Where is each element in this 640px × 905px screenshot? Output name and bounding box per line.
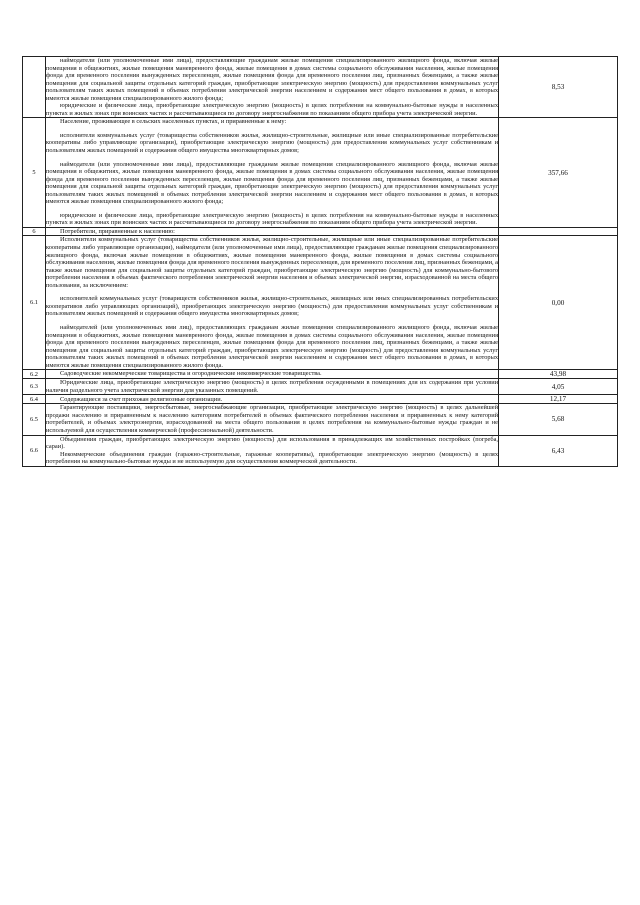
table-row (23, 57, 618, 118)
row-description (46, 236, 499, 370)
row-number: 6.1 (23, 236, 46, 370)
row-description (46, 118, 499, 228)
description-paragraph: Гарантирующие поставщики, энергосбытовые, энергоснабжающие организации, приобретающие электрическую энергию (мощность) в целях дальнейшей продажи населению и приравненным к населению категориям потребителей в объемах фактического потребления населения и приравненных к нему категорий потребителей, и объемах электроэнергии, израсходованной на места общего пользования в целях потребления на коммунально-бытовые нужды граждан и не используемой для осуществления коммерческой (профессиональной) деятельности. (46, 404, 498, 434)
tariff-table (22, 56, 618, 467)
description-paragraph: Юридические лица, приобретающие электрическую энергию (мощность) в целях потребления осужденными в помещениях для их содержания при условии наличия раздельного учета электрической энергии для указанных помещений. (46, 379, 498, 394)
row-number: 6.5 (23, 404, 46, 435)
tariff-value: 43,98 (499, 370, 618, 379)
row-description (46, 395, 499, 404)
description-paragraph: Садоводческие некоммерческие товарищества и огороднические некоммерческие товарищества. (60, 370, 322, 378)
row-description (46, 379, 499, 395)
table-row (23, 118, 618, 228)
table-row (23, 435, 618, 466)
table-row (23, 379, 618, 395)
row-number: 6.3 (23, 379, 46, 395)
description-paragraph: наймодатели (или уполномоченные ими лица), предоставляющие гражданам жилые помещения специализированного жилищного фонда, включая жилые помещения в общежитиях, жилые помещения маневренного фонда, жилые помещения в домах системы социального обслуживания населения, жилые помещения фонда для временного поселения вынужденных переселенцев, жилые помещения фонда для временного поселения лиц, признанных беженцами, а также жилые помещения для социальной защиты отдельных категорий граждан, приобретающие электрическую энергию (мощность) для предоставления коммунальных услуг пользователям таких жилых помещений в объемах потребления электрической энергии населением и содержания мест общего пользования в домах, в которых имеются жилые помещения специализированного жилого фонда; (46, 57, 498, 102)
tariff-value: 357,66 (499, 118, 618, 228)
row-number: 6.4 (23, 395, 46, 404)
description-paragraph: юридические и физические лица, приобретающие электрическую энергию (мощность) в целях потребления на коммунально-бытовые нужды в населенных пунктах и жилых зонах при воинских частях и рассчитывающиеся по договору энергоснабжения по показаниям общего прибора учета электрической энергии. (46, 211, 498, 227)
row-number: 6.6 (23, 435, 46, 466)
row-description (46, 435, 499, 466)
row-description (46, 370, 499, 379)
description-paragraph: Население, проживающее в сельских населенных пунктах, и приравненные к нему: (60, 118, 287, 126)
tariff-value (499, 227, 618, 236)
tariff-value: 8,53 (499, 57, 618, 118)
description-paragraph: Содержащиеся за счет прихожан религиозные организации. (60, 395, 223, 403)
row-description (46, 404, 499, 435)
description-paragraph: юридические и физические лица, приобретающие электрическую энергию (мощность) в целях потребления на коммунально-бытовые нужды в населенных пунктах и жилых зонах при воинских частях и рассчитывающиеся по договору энергоснабжения по показаниям общего прибора учета электрической энергии. (46, 102, 498, 117)
table-row (23, 404, 618, 435)
description-paragraph: наймодателей (или уполномоченных ими лиц), предоставляющих гражданам жилые помещения специализированного жилищного фонда, включая жилые помещения в общежитиях, жилые помещения маневренного фонда, жилые помещения в домах системы социального обслуживания населения, жилые помещения фонда для временного поселения вынужденных переселенцев, жилые помещения фонда для временного поселения лиц, признанных беженцами, а также жилые помещения для социальной защиты отдельных категорий граждан, приобретающих электрическую энергию (мощность) для предоставления коммунальных услуг пользователям таких жилых помещений в объемах потребления электрической энергии населением и содержания мест общего пользования в домах, в которых имеются жилые помещения специализированного жилого фонда. (46, 323, 498, 369)
tariff-table-body (23, 57, 618, 467)
table-row (23, 370, 618, 379)
tariff-value: 4,05 (499, 379, 618, 395)
tariff-value: 6,43 (499, 435, 618, 466)
description-paragraph: Объединения граждан, приобретающих электрическую энергию (мощность) для использования в принадлежащих им хозяйственных постройках (погреба, сараи). (46, 435, 498, 451)
description-paragraph: наймодатели (или уполномоченные ими лица), предоставляющие гражданам жилые помещения специализированного жилищного фонда, включая жилые помещения в общежитиях, жилые помещения маневренного фонда, жилые помещения в домах системы социального обслуживания населения, жилые помещения фонда для временного поселения вынужденных переселенцев, жилые помещения фонда для временного поселения лиц, признанных беженцами, а также жилые помещения для социальной защиты отдельных категорий граждан, приобретающие электрическую энергию (мощность) для предоставления коммунальных услуг пользователям таких жилых помещений в объемах потребления электрической энергии населением и содержания мест общего пользования в домах, в которых имеются жилые помещения специализированного жилого фонда; (46, 160, 498, 206)
description-paragraph: исполнители коммунальных услуг (товарищества собственников жилья, жилищно-строительные, жилищные или иные специализированные потребительские кооперативы либо управляющие организации), приобретающие электрическую энергию (мощность) для предоставления коммунальных услуг собственникам и пользователям жилых помещений и содержания общего имущества многоквартирных домов; (46, 131, 498, 155)
description-paragraph: Некоммерческие объединения граждан (гаражно-строительные, гаражные кооперативы), приобретающие электрическую энергию (мощность) в целях потребления на коммунально-бытовые нужды и не используемую для осуществления коммерческой деятельности. (46, 450, 498, 466)
row-number: 6.2 (23, 370, 46, 379)
row-description (46, 57, 499, 118)
row-number (23, 57, 46, 118)
tariff-value: 12,17 (499, 395, 618, 404)
table-row (23, 395, 618, 404)
row-number: 5 (23, 118, 46, 228)
tariff-value: 5,68 (499, 404, 618, 435)
table-row (23, 227, 618, 236)
description-paragraph: Потребители, приравненные к населению: (60, 227, 175, 235)
table-row (23, 236, 618, 370)
row-number: 6 (23, 227, 46, 236)
tariff-value: 0,00 (499, 236, 618, 370)
description-paragraph: исполнителей коммунальных услуг (товариществ собственников жилья, жилищно-строительных, жилищных или иных специализированных потребительских кооперативов либо управляющих организаций), приобретающих электрическую энергию (мощность) для предоставления коммунальных услуг собственникам и пользователям жилых помещений и содержания общего имущества многоквартирных домов; (46, 295, 498, 318)
row-description (46, 227, 499, 236)
description-paragraph: Исполнители коммунальных услуг (товарищества собственников жилья, жилищно-строительные, жилищные или иные специализированные потребительские кооперативы либо управляющие организации), наймодатели (или уполномоченные ими лица), предоставляющие гражданам жилые помещения специализированного жилищного фонда, включая жилые помещения в общежитиях, жилые помещения маневренного фонда, жилые помещения в домах системы социального обслуживания населения, жилые помещения фонда для временного поселения вынужденных переселенцев, для временного поселения лиц, признанных беженцами, а также жилые помещения для социальной защиты отдельных категорий граждан, приобретающие электрическую энергию (мощность) для коммунально-бытового потребления населения в объемах фактического потребления электрической энергии населения и объемах электрической энергии, израсходованной на места общего пользования, за исключением: (46, 236, 498, 289)
